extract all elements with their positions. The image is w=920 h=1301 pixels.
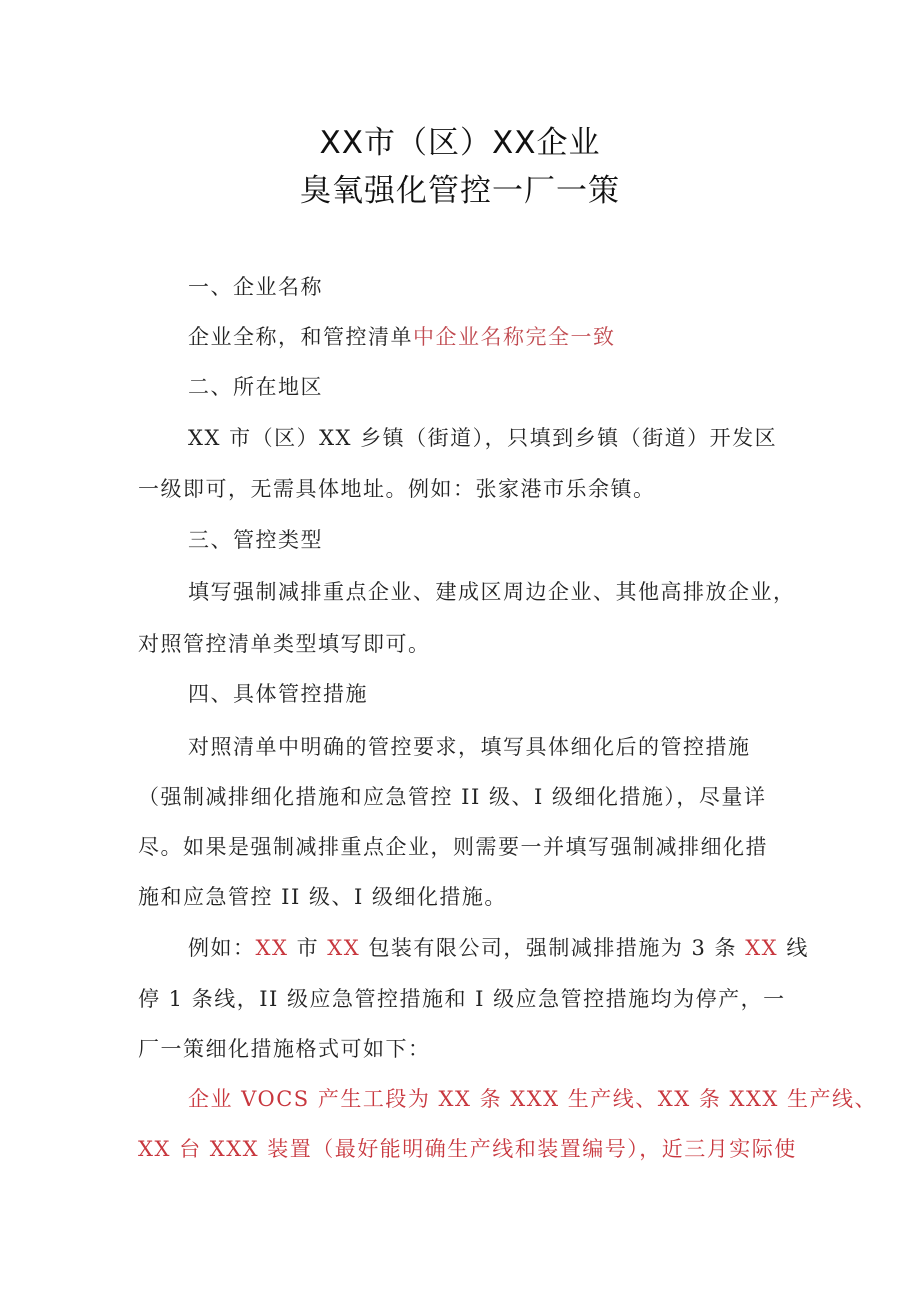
section-4-p3-line-1: 企业 VOCS 产生工段为 XX 条 XXX 生产线、XX 条 XXX 生产线、 [188,1087,878,1111]
section-1-text [188,323,616,351]
example-company-placeholder: XX [327,936,361,960]
example-company-text: 包装有限公司，强制减排措施为 3 条 [360,936,746,960]
doc-title-line-2: 臭氧强化管控一厂一策 [300,173,620,209]
example-line-suffix: 线 [778,936,809,960]
example-line-placeholder: XX [745,936,779,960]
section-4-p2-line-2: 停 1 条线，II 级应急管控措施和 I 级应急管控措施均为停产，一 [138,987,786,1011]
section-4-p2-line-1 [188,934,809,962]
section-4-p1-line-2: （强制减排细化措施和应急管控 II 级、I 级细化措施），尽量详 [138,785,767,809]
example-city-placeholder: XX [255,936,289,960]
example-city-suffix: 市 [288,936,328,960]
section-4-p2-line-3: 厂一策细化措施格式可如下： [138,1037,431,1061]
section-4-p1-line-4: 施和应急管控 II 级、I 级细化措施。 [138,885,507,909]
section-3-line-1: 填写强制减排重点企业、建成区周边企业、其他高排放企业， [188,580,796,604]
section-4-p1-line-3: 尽。如果是强制减排重点企业，则需要一并填写强制减排细化措 [138,835,768,859]
section-2-line-2: 一级即可，无需具体地址。例如：张家港市乐余镇。 [138,477,656,501]
section-1-text-b-highlight: 中企业名称完全一致 [413,325,616,349]
section-1-heading: 一、企业名称 [188,275,323,299]
section-1-text-a: 企业全称，和管控清单 [188,325,413,349]
section-3-heading: 三、管控类型 [188,528,323,552]
section-4-p1-line-1: 对照清单中明确的管控要求，填写具体细化后的管控措施 [188,735,751,759]
section-4-p3-line-2: XX 台 XXX 装置（最好能明确生产线和装置编号），近三月实际使 [138,1137,797,1161]
section-4-heading: 四、具体管控措施 [188,682,368,706]
example-prefix: 例如： [188,936,256,960]
section-2-line-1: XX 市（区）XX 乡镇（街道），只填到乡镇（街道）开发区 [188,426,778,450]
section-2-heading: 二、所在地区 [188,375,323,399]
doc-title-line-1: XX市（区）XX企业 [319,125,601,161]
section-3-line-2: 对照管控清单类型填写即可。 [138,632,431,656]
